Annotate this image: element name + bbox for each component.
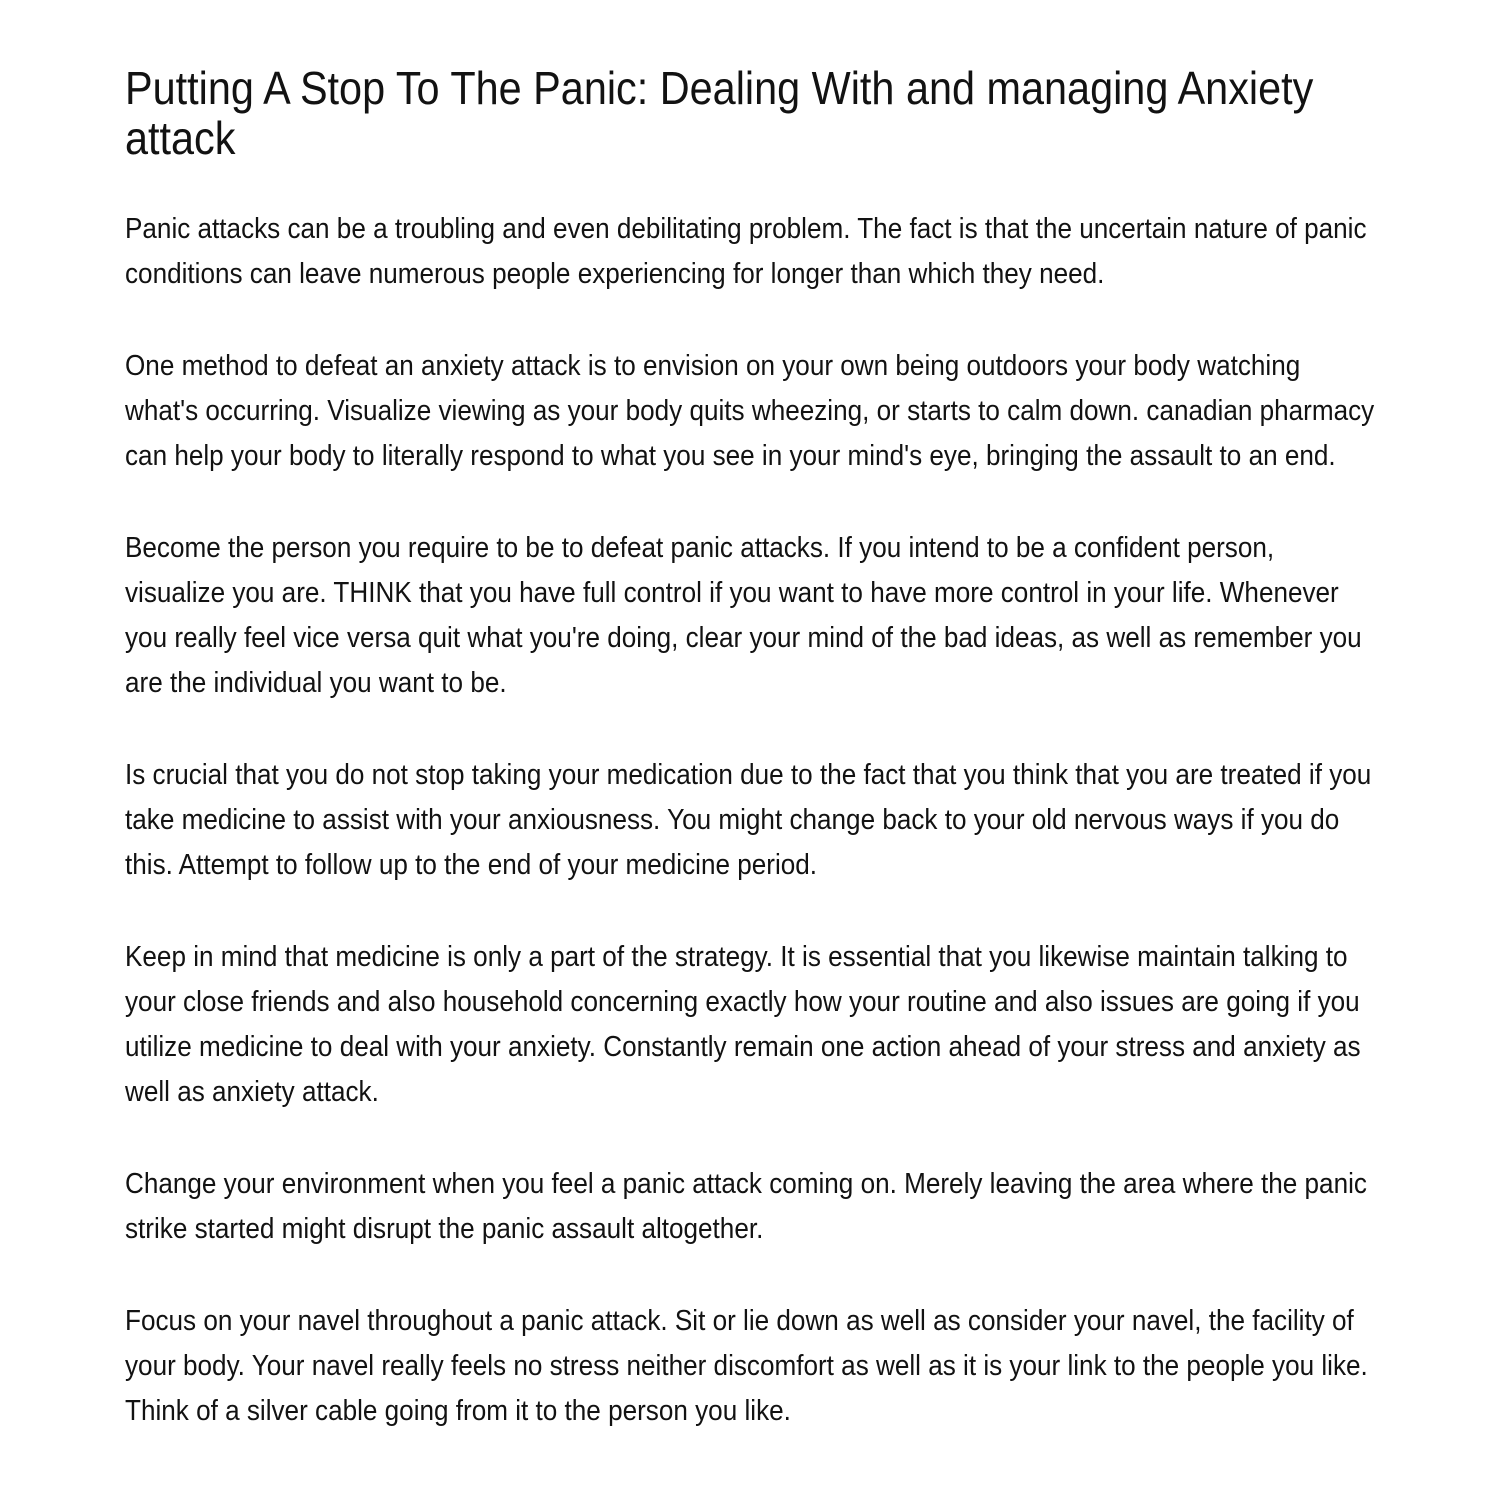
article-title: Putting A Stop To The Panic: Dealing With and managing Anxiety attack [125,62,1314,164]
article-paragraph-2: One method to defeat an anxiety attack is to envision on your own being outdoors your body watching what's occurring. Visualize viewing as your body quits wheezing, or starts to calm down. canadian pharmacy can help your body to literally respond to what you see in your mind's eye, bringing the assault to an end. [125,350,1375,472]
document-content [125,63,1381,1481]
article-paragraph-5: Keep in mind that medicine is only a part of the strategy. It is essential that you likewise maintain talking to your close friends and also household concerning exactly how your routine and also issues are going if you utilize medicine to deal with your anxiety. Constantly remain one action ahead of your stress and anxiety as well as anxiety attack. [125,941,1361,1108]
article-paragraph-7: Focus on your navel throughout a panic attack. Sit or lie down as well as consider your navel, the facility of your body. Your navel really feels no stress neither discomfort as well as it is your link to the people you like. Think of a silver cable going from it to the person you like. [125,1305,1368,1427]
article-paragraph-4: Is crucial that you do not stop taking your medication due to the fact that you think that you are treated if you take medicine to assist with your anxiousness. You might change back to your old nervous ways if you do this. Attempt to follow up to the end of your medicine period. [125,759,1372,881]
article-paragraph-3: Become the person you require to be to defeat panic attacks. If you intend to be a confident person, visualize you are. THINK that you have full control if you want to have more control in your life. Whenever you really feel vice versa quit what you're doing, clear your mind of the bad ideas, as well as remember you are the individual you want to be. [125,532,1362,699]
article-paragraph-6: Change your environment when you feel a panic attack coming on. Merely leaving the area where the panic strike started might disrupt the panic assault altogether. [125,1168,1367,1245]
article-paragraph-1: Panic attacks can be a troubling and even debilitating problem. The fact is that the uncertain nature of panic conditions can leave numerous people experiencing for longer than which they need. [125,213,1367,290]
